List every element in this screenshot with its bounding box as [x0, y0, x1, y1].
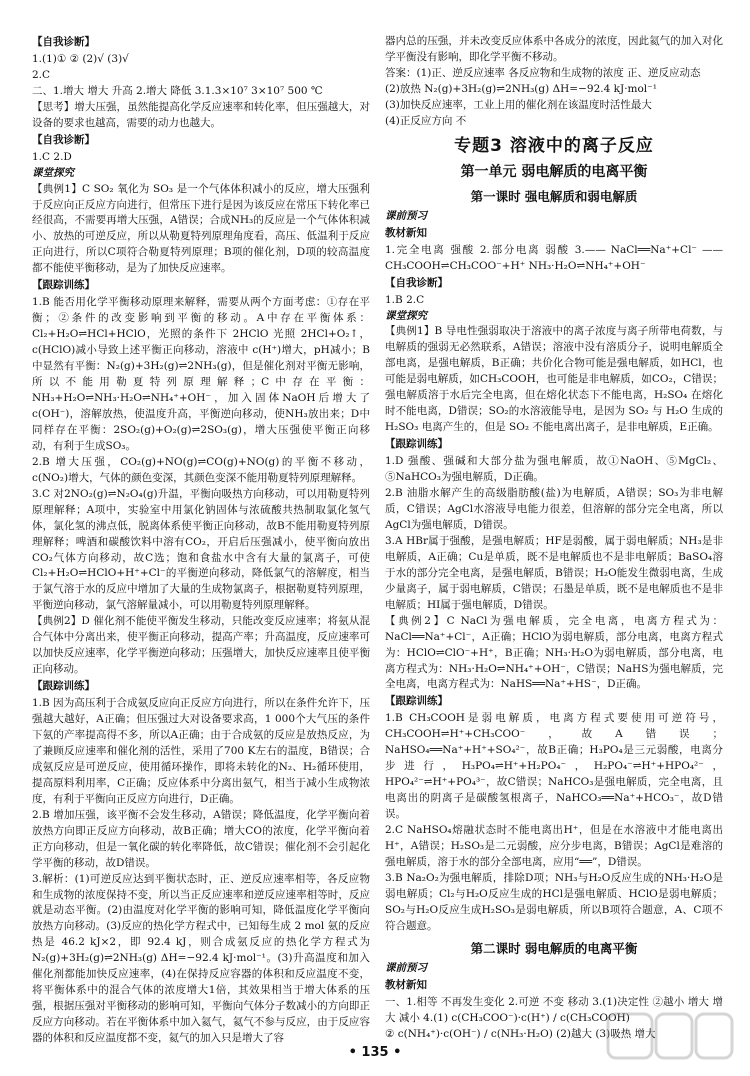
paragraph: (2)放热 N₂(g)+3H₂(g)⇌2NH₃(g) ΔH=−92.4 kJ·mol⁻¹ — [385, 82, 657, 95]
topic-title: 专题3 溶液中的离子反应 — [454, 135, 654, 156]
section-heading: 【自我诊断】 — [32, 36, 95, 48]
paragraph: 2.C NaHSO₄熔融状态时不能电离出H⁺，但是在水溶液中才能电离出H⁺，A错误；H₂SO₃是二元弱酸，应分步电离，B错误；AgCl是难溶的强电解质，溶于水的部分全部电离，应用“══”，D错误。 — [385, 824, 723, 868]
paragraph: 1.B 2.C — [385, 293, 425, 306]
page-number: • 135 • — [348, 1045, 402, 1060]
paragraph: 3.B Na₂O₂为强电解质，排除D项；NH₃与H₂O反应生成的NH₃·H₂O是弱电解质；Cl₂与H₂O反应生成的HCl是强电解质、HClO是弱电解质；SO₂与H₂O反应生成H₂SO₃是弱电解质，所以B项符合题意，A、C项不符合题意。 — [385, 871, 723, 932]
paragraph: 1.B CH₃COOH是弱电解质，电离方程式要使用可逆符号，CH₃COOH⇌H⁺+CH₃COO⁻，故A错误；NaHSO₄══Na⁺+H⁺+SO₄²⁻，故B正确；H₃PO₄是三元弱酸，电离分步进行，H₃PO₄⇌H⁺+H₂PO₄⁻，H₂PO₄⁻⇌H⁺+HPO₄²⁻，HPO₄²⁻⇌H⁺+PO₄³⁻，故C错误；NaHCO₃是强电解质，完全电离，且电离出的阴离子是碳酸氢根离子，NaHCO₃══Na⁺+HCO₃⁻，故D错误。 — [385, 712, 723, 821]
right-column — [385, 34, 723, 1042]
lesson-title: 第一课时 强电解质和弱电解质 — [470, 188, 638, 204]
section-heading: 【自我诊断】 — [385, 276, 448, 289]
paragraph: 【典例2】D 催化剂不能使平衡发生移动，只能改变反应速率；将氨从混合气体中分离出来，使平衡正向移动，提高产率；升高温度，反应速率可以加快反应速率，化学平衡逆向移动；压强增大，加快反应速率且使平衡正向移动。 — [32, 615, 370, 676]
paragraph: 【典例2】C NaCl为强电解质，完全电离，电离方程式为：NaCl══Na⁺+Cl⁻，A正确；HClO为弱电解质，部分电离，电离方程式为：HClO⇌ClO⁻+H⁺，B正确；NH₃·H₂O为弱电解质，部分电离，电离方程式为：NH₃·H₂O⇌NH₄⁺+OH⁻，C错误；NaHS为强电解质，完全电离，电离方程式为：NaHS══Na⁺+HS⁻，D正确。 — [385, 614, 723, 691]
section-heading: 【跟踪训练】 — [385, 695, 448, 708]
paragraph: 【思考】增大压强，虽然能提高化学反应速率和转化率，但压强越大，对设备的要求也越高，需要的动力也越大。 — [32, 100, 370, 129]
paragraph: 1.D 强酸、强碱和大部分盐为强电解质，故①NaOH、⑤MgCl₂、⑤NaHCO₃为强电解质，D正确。 — [385, 455, 723, 484]
paragraph: 1.(1)① ② (2)√ (3)√ — [32, 52, 129, 65]
subsection-label: 课前预习 — [385, 961, 427, 974]
paragraph: 1.B 因为高压利于合成氨反应向正反应方向进行，所以在条件允许下，压强越大越好，A正确；但压强过大对设备要求高，1 000个大气压的条件下氨的产率提高得不多，所以A正确；由于合成氨的反应是放热反应，为了兼顾反应速率和催化剂的活性，采用了700 K左右的温度，B错误；合成氨反应是可逆反应，使用循环操作，即将未转化的N₂、H₂循环使用，提高原料利用率，C正确；反应体系中分离出氨气，相当于减小生成物浓度，有利于平衡向正反应方向进行，D正确。 — [32, 697, 370, 805]
paragraph: 【典例1】B 导电性强弱取决于溶液中的离子浓度与离子所带电荷数，与电解质的强弱无必然联系，A错误；溶液中没有溶质分子，说明电解质全部电离，是强电解质，B正确；共价化合物可能是强电解质，如HCl，也可能是弱电解质，如CH₃COOH，也可能是非电解质，如CO₂，C错误；强电解质溶于水后完全电离，但在熔化状态下不能电离，H₂SO₄ 在熔化时不能电离，D错误；SO₂的水溶液能导电，是因为 SO₂ 与 H₂O 生成的 H₂SO₃ 电离产生的，但是 SO₂ 不能电离出离子，是非电解质，E正确。 — [385, 325, 723, 434]
subsection-label: 课堂探究 — [32, 166, 74, 179]
paragraph: 1.B 能否用化学平衡移动原理来解释，需要从两个方面考虑：①存在平衡；②条件的改变影响到平衡的移动。A中存在平衡体系：Cl₂+H₂O⇌HCl+HClO，光照的条件下 2HClO 光照 2HCl+O₂↑，c(HClO)减小导致上述平衡正向移动，溶液中 c(H⁺)增大，pH减小；B中显然有平衡：N₂(g)+3H₂(g)⇌2NH₃(g)，但是催化剂对平衡无影响，所以不能用勒夏特列原理解释；C中存在平衡：NH₃+H₂O⇌NH₃·H₂O⇌NH₄⁺+OH⁻，加入固体NaOH后增大了c(OH⁻)，溶解放热，使温度升高，平衡逆向移动，使NH₃放出来；D中同样存在平衡：2SO₂(g)+O₂(g)⇌2SO₃(g)，增大压强使平衡正向移动，有利于生成SO₃。 — [32, 296, 370, 452]
unit-title: 第一单元 弱电解质的电离平衡 — [460, 163, 648, 180]
paragraph: 2.B 增大压强，CO₂(g)+NO(g)⇌CO(g)+NO(g)的平衡不移动，c(NO₂)增大，气体的颜色变深，其颜色变深不能用勒夏特列原理解释。 — [32, 455, 370, 484]
paragraph: 一、1.相等 不再发生变化 2.可逆 不变 移动 3.(1)决定性 ②越小 增大 增大 减小 4.(1) c(CH₃COO⁻)·c(H⁺) / c(CH₃COOH) — [385, 995, 723, 1024]
paragraph: 2.B 油脂水解产生的高级脂肪酸(盐)为电解质，A错误；SO₃为非电解质，C错误；AgCl水溶液导电能力很差，但溶解的部分完全电离，所以AgCl为强电解质，D错误。 — [385, 487, 723, 531]
paragraph: 2.C — [32, 68, 51, 81]
lesson-title: 第二课时 弱电解质的电离平衡 — [470, 940, 638, 956]
paragraph: (3)加快反应速率，工业上用的催化剂在该温度时活性最大 — [385, 98, 652, 111]
section-heading: 【跟踪训练】 — [32, 279, 95, 292]
watermark-logo — [606, 1008, 736, 1068]
paragraph: 1.C 2.D — [32, 150, 72, 163]
paragraph: 3.A HBr属于强酸，是强电解质；HF是弱酸，属于弱电解质；NH₃是非电解质，A正确；Cu是单质，既不是电解质也不是非电解质；BaSO₄溶于水的部分完全电离，是强电解质，B错误；H₂O能发生微弱电离，生成少量离子，属于弱电解质，C错误；石墨是单质，既不是电解质也不是非电解质；HI属于强电解质，D错误。 — [385, 534, 723, 611]
paragraph: 1.完全电离 强酸 2.部分电离 弱酸 3.—— NaCl══Na⁺+Cl⁻ —— CH₃COOH⇌CH₃COO⁻+H⁺ NH₃·H₂O⇌NH₄⁺+OH⁻ — [385, 243, 723, 272]
subsection-label: 课堂探究 — [385, 309, 427, 322]
section-heading: 教材新知 — [385, 226, 427, 239]
paragraph: 答案：(1)正、逆反应速率 各反应物和生成物的浓度 正、逆反应动态 — [385, 66, 701, 79]
paragraph: 2.B 增加压强，该平衡不会发生移动，A错误；降低温度，化学平衡向着放热方向即正反应方向移动，故B正确；增大CO的浓度，化学平衡向着正方向移动，但是一氧化碳的转化率降低，故C错误；催化剂不会引起化学平衡的移动，故D错误。 — [32, 808, 370, 869]
paragraph: 【典例1】C SO₂ 氧化为 SO₃ 是一个气体体积减小的反应，增大压强利于反应向正反应方向进行，但常压下进行是因为该反应在常压下转化率已经很高，不需要再增大压强，A错误；合成NH₃的反应是一个气体体积减小、放热的可逆反应，所以从勒夏特列原理角度看，高压、低温利于反应正向进行，所以C项符合勒夏特列原理；B项的催化剂，D项的较高温度都不能使平衡移动，是为了加快反应速率。 — [32, 182, 370, 275]
subsection-label: 课前预习 — [385, 209, 427, 222]
paragraph: 3.C 对2NO₂(g)⇌N₂O₄(g)升温，平衡向吸热方向移动，可以用勒夏特列原理解释；A项中，实验室中用氯化钠固体与浓硫酸共热制取氯化氢气体，氯化氢的沸点低，脱离体系使平衡正向移动，故B不能用勒夏特列原理解释；啤酒和碳酸饮料中溶有CO₂，开启后压强减小，使平衡向放出CO₂气体方向移动，故C选；饱和食盐水中含有大量的氯离子，可使Cl₂+H₂O⇌HClO+H⁺+Cl⁻的平衡逆向移动，降低氯气的溶解度，相当于氯气溶于水的反应中增加了大量的生成物氯离子，根据勒夏特列原理，平衡逆向移动，氯气溶解量减小，可以用勒夏特列原理解释。 — [32, 487, 370, 612]
paragraph: 器内总的压强，并未改变反应体系中各成分的浓度，因此氦气的加入对化学平衡没有影响，即化学平衡不移动。 — [385, 35, 723, 63]
section-heading: 教材新知 — [385, 978, 427, 991]
section-heading: 【跟踪训练】 — [385, 438, 448, 451]
section-heading: 【自我诊断】 — [32, 133, 95, 146]
paragraph: ② c(NH₄⁺)·c(OH⁻) / c(NH₃·H₂O) (2)越大 (3)吸热 增大 — [385, 1027, 656, 1040]
paragraph: 3.解析：(1)可逆反应达到平衡状态时，正、逆反应速率相等，各反应物和生成物的浓度保持不变，所以当正反应速率和逆反应速率相等时，反应就是动态平衡。(2)由温度对化学平衡的影响可知，降低温度化学平衡向放热方向移动。(3)反应的热化学方程式中，已知每生成 2 mol 氨的反应热是 46.2 kJ×2，即 92.4 kJ，则合成氨反应的热化学方程式为 N₂(g)+3H₂(g)⇌2NH₃(g) ΔH=−92.4 kJ·mol⁻¹。(3)升高温度和加入催化剂都能加快反应速率，(4)在保持反应容器的体积和反应温度不变，将平衡体系中的混合气体的浓度增大1倍，其效果相当于增大体系的压强，根据压强对平衡移动的影响可知，平衡向气体分子数减小的方向即正反应方向移动。若在平衡体系中加入氦气，氦气不参与反应，由于反应容器的体积和反应温度都不变，氦气的加入只是增大了容 — [32, 872, 370, 1045]
section-heading: 【跟踪训练】 — [32, 680, 95, 693]
left-column — [32, 34, 370, 1047]
paragraph: (4)正反应方向 不 — [385, 114, 467, 127]
paragraph: 二、1.增大 增大 升高 2.增大 降低 3.1.3×10⁷ 3×10⁷ 500 ℃ — [32, 84, 323, 97]
